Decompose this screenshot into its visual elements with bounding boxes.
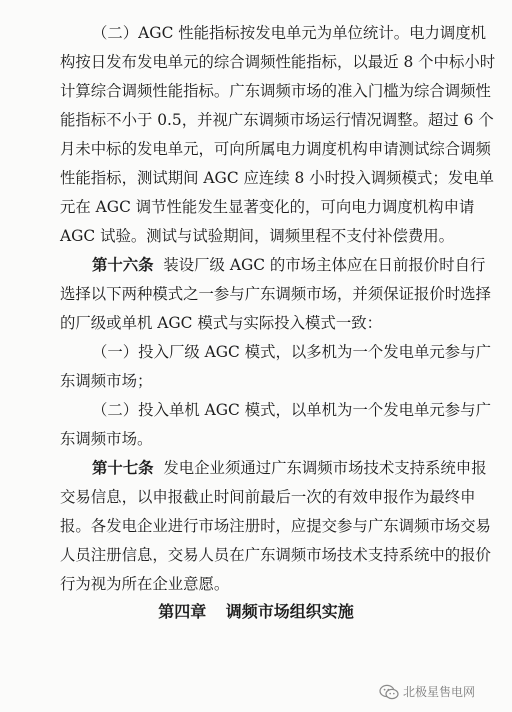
text-line: 计算综合调频性能指标。广东调频市场的准入门槛为综合调频性 bbox=[60, 82, 491, 100]
text-line: 构按日发布发电单元的综合调频性能指标，以最近 8 个中标小时 bbox=[60, 53, 496, 71]
article-number: 第十六条 bbox=[92, 256, 154, 274]
text-line: （二）投入单机 AGC 模式，以单机为一个发电单元参与广 bbox=[92, 401, 491, 419]
text-line: 元在 AGC 调节性能发生显著变化的，可向电力调度机构申请 bbox=[60, 198, 475, 216]
text-line: 月未中标的发电单元，可向所属电力调度机构申请测试综合调频 bbox=[60, 140, 491, 158]
text-line: 性能指标，测试期间 AGC 应连续 8 小时投入调频模式；发电单 bbox=[60, 169, 494, 187]
text-line: 交易信息，以申报截止时间前最后一次的有效申报作为最终申 bbox=[60, 488, 476, 506]
article-number: 第十七条 bbox=[92, 459, 154, 477]
text-line: 东调频市场。 bbox=[60, 430, 153, 448]
text-line: 行为视为所在企业意愿。 bbox=[60, 575, 230, 593]
text-line: 能指标不小于 0.5，并视广东调频市场运行情况调整。超过 6 个 bbox=[60, 111, 494, 129]
watermark-text: 北极星售电网 bbox=[403, 685, 476, 699]
text-line: 发电企业须通过广东调频市场技术支持系统申报 bbox=[163, 459, 487, 477]
source-watermark bbox=[379, 683, 475, 701]
text-line: 报。各发电企业进行市场注册时，应提交参与广东调频市场交易 bbox=[60, 517, 491, 535]
text-line: （二）AGC 性能指标按发电单元为单位统计。电力调度机 bbox=[92, 24, 487, 42]
text-line: 选择以下两种模式之一参与广东调频市场，并须保证报价时选择 bbox=[60, 285, 491, 303]
text-line: 人员注册信息，交易人员在广东调频市场技术支持系统中的报价 bbox=[60, 546, 491, 564]
text-line: 东调频市场； bbox=[60, 372, 153, 390]
text-line: 装设厂级 AGC 的市场主体应在日前报价时自行 bbox=[163, 256, 486, 274]
article-line bbox=[60, 255, 486, 275]
text-line: （一）投入厂级 AGC 模式，以多机为一个发电单元参与广 bbox=[92, 343, 491, 361]
article-line bbox=[60, 458, 487, 478]
text-line: 的厂级或单机 AGC 模式与实际投入模式一致： bbox=[60, 314, 383, 332]
text-line: AGC 试验。测试与试验期间，调频里程不支付补偿费用。 bbox=[60, 227, 455, 245]
wechat-icon bbox=[379, 684, 399, 700]
chapter-heading: 第四章 调频市场组织实施 bbox=[158, 602, 354, 621]
